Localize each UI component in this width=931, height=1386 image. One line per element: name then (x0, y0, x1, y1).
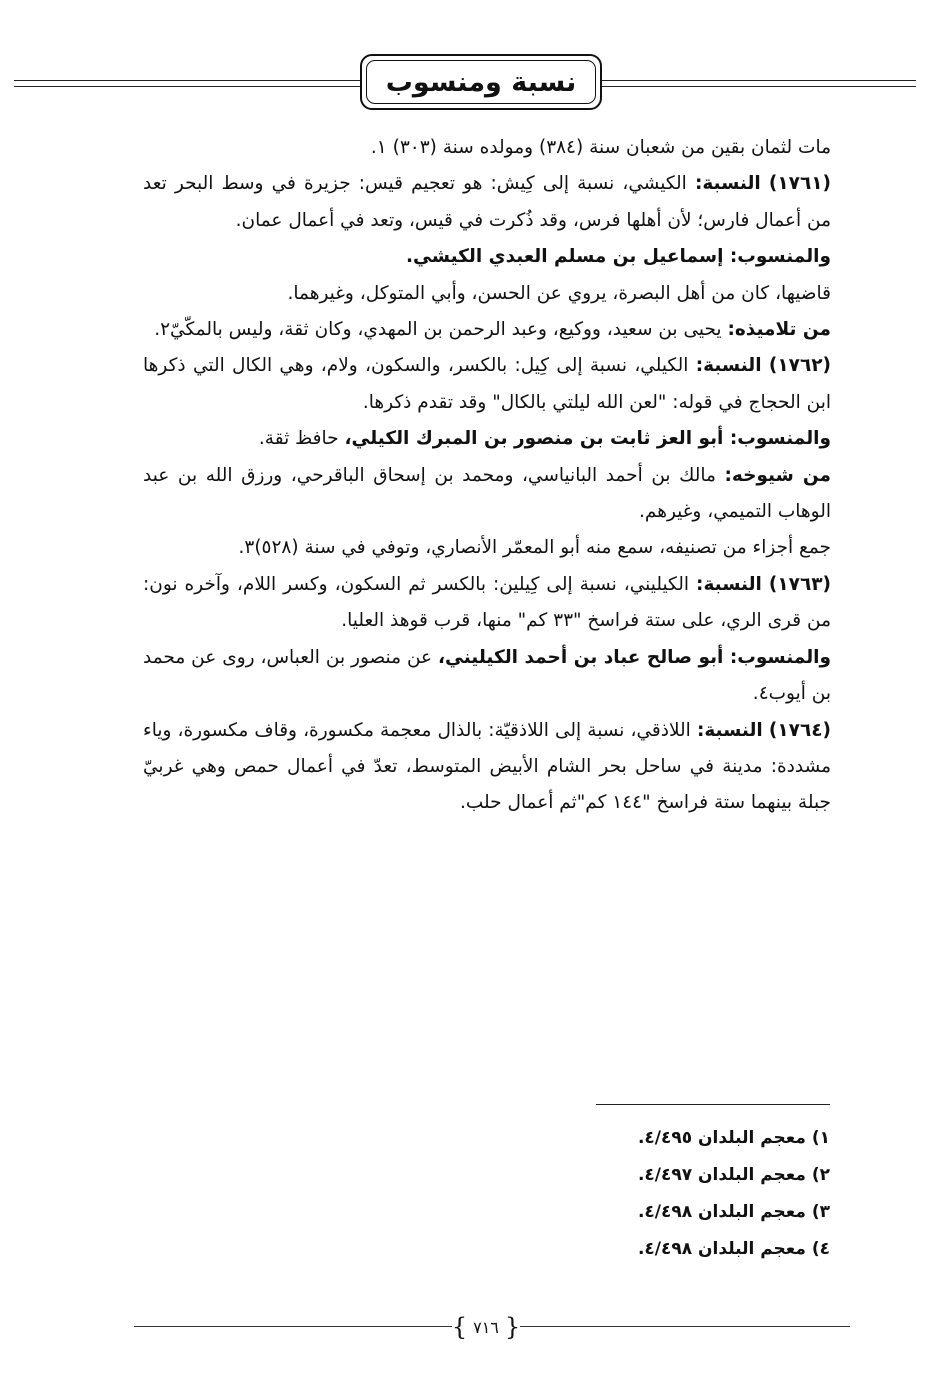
footer-rule-right (520, 1326, 850, 1327)
page-title: نسبة ومنسوب (385, 66, 577, 98)
entry-1763-number: (١٧٦٣) (768, 573, 831, 595)
header-rule-left-bottom (14, 86, 360, 87)
footnote-separator (596, 1104, 830, 1105)
entry-1761 (143, 166, 831, 239)
header-title-box (360, 54, 602, 110)
teachers-1762 (143, 458, 831, 531)
footnote-4: ٤) معجم البلدان ٤/٤٩٨. (637, 1239, 830, 1259)
mansub-1763-text: عن منصور بن العباس، روى عن محمد بن أيوب٤. (143, 646, 831, 705)
entry-1762-text: الكيلي، نسبة إلى كِيل: بالكسر، والسكون، ولام، وهي الكال التي ذكرها ابن الحجاج في قوله: "لعن الله ليلتي بالكال" وقد تقدم ذكرها. (143, 355, 831, 413)
paragraph-9 (143, 530, 831, 566)
students-1761-label: من تلاميذه: (727, 319, 831, 341)
paragraph-1 (143, 130, 831, 166)
entry-1764-number: (١٧٦٤) (768, 719, 831, 741)
paragraph-4 (143, 276, 831, 312)
paragraph-4-text: قاضيها، كان من أهل البصرة، يروي عن الحسن، وأبي المتوكل، وغيرهما. (287, 282, 831, 304)
header-rule-right-bottom (602, 86, 916, 87)
mansub-1763-label: والمنسوب: أبو صالح عباد بن أحمد الكيليني، (438, 646, 831, 668)
entry-1763 (143, 567, 831, 640)
mansub-1761 (143, 239, 831, 275)
mansub-1762-label: والمنسوب: أبو العز ثابت بن منصور بن المبرك الكيلي، (344, 428, 831, 450)
entry-1762 (143, 348, 831, 421)
entry-1764-label: النسبة: (696, 719, 763, 741)
page-number: ٧١٦ (473, 1317, 499, 1337)
entry-1764 (143, 713, 831, 822)
left-brace-icon: { (451, 1313, 468, 1341)
header-rule-right-top (602, 80, 916, 81)
page-header (0, 52, 931, 114)
header-rule-left-top (14, 80, 360, 81)
mansub-1762-text: حافظ ثقة. (258, 428, 339, 450)
footnotes (500, 1120, 830, 1268)
paragraph-1-text: مات لثمان بقين من شعبان سنة (٣٨٤) ومولده سنة (٣٠٣) ١. (370, 137, 831, 158)
teachers-1762-label: من شيوخه: (724, 464, 831, 486)
mansub-1763 (143, 640, 831, 713)
footnote-2: ٢) معجم البلدان ٤/٤٩٧. (637, 1165, 830, 1185)
paragraph-9-text: جمع أجزاء من تصنيفه، سمع منه أبو المعمّر الأنصاري، وتوفي في سنة (٥٢٨)٣. (238, 537, 831, 559)
entry-1763-label: النسبة: (696, 573, 762, 595)
entry-1762-number: (١٧٦٢) (768, 355, 832, 377)
mansub-1761-label: والمنسوب: إسماعيل بن مسلم العبدي الكيشي. (406, 246, 831, 268)
page-number-box (452, 1312, 520, 1342)
entry-1761-text: الكيشي، نسبة إلى كِيش: هو تعجيم قيس: جزيرة في وسط البحر تعد من أعمال فارس؛ لأن أهلها فرس، وقد ذُكرت في قيس، وتعد في أعمال عمان. (143, 173, 831, 231)
teachers-1762-text: مالك بن أحمد البانياسي، ومحمد بن إسحاق الباقرحي، ورزق الله بن عبد الوهاب التميمي، وغيرهم. (143, 464, 831, 523)
footer-rule-left (134, 1326, 452, 1327)
footnote-1: ١) معجم البلدان ٤/٤٩٥. (637, 1128, 830, 1148)
footnote-3: ٣) معجم البلدان ٤/٤٩٨. (637, 1202, 830, 1222)
students-1761-text: يحيى بن سعيد، ووكيع، وعبد الرحمن بن المهدي، وكان ثقة، وليس بالمكّيّ٢. (154, 319, 722, 341)
entry-1761-label: النسبة: (694, 173, 761, 195)
entry-1763-text: الكيليني، نسبة إلى كِيلين: بالكسر ثم السكون، وكسر اللام، وآخره نون: من قرى الري، على ستة فراسخ "٣٣ كم" منها، قرب قوهذ العليا. (143, 573, 831, 632)
entry-1762-label: النسبة: (695, 355, 762, 377)
page-footer (0, 1312, 931, 1342)
mansub-1762 (143, 421, 831, 457)
main-text (143, 130, 831, 822)
students-1761 (143, 312, 831, 348)
entry-1764-text: اللاذقي، نسبة إلى اللاذقيّة: بالذال معجمة مكسورة، وقاف مكسورة، وياء مشددة: مدينة في ساحل بحر الشام الأبيض المتوسط، تعدّ في أعمال حمص وهي غربيّ جبلة بينهما ستة فراسخ "١٤٤ كم"ثم أعمال حلب. (143, 719, 831, 814)
entry-1761-number: (١٧٦١) (768, 173, 831, 195)
right-brace-icon: } (504, 1313, 521, 1341)
